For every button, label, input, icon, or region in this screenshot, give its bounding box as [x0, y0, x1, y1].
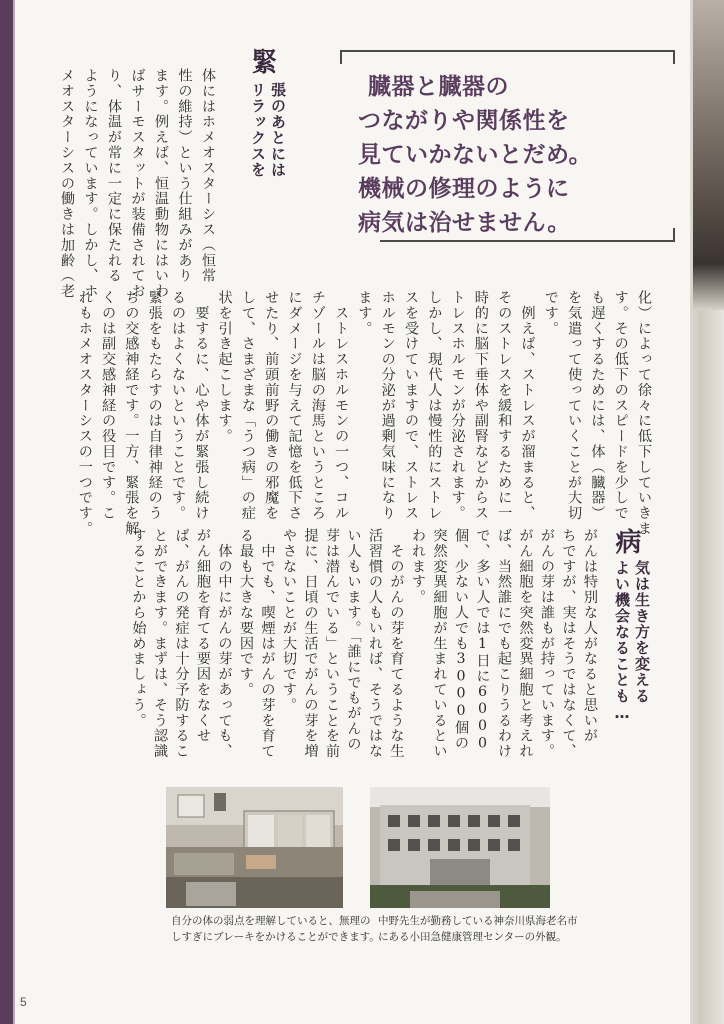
text-column: れもホメオスターシスの一つです。 — [76, 290, 93, 537]
text-column: い人もいます。「誰にでもがんの — [345, 528, 362, 752]
text-column: とができます。まずは、そう認識 — [152, 528, 168, 759]
text-column: がん細胞を突然変異細胞と考えれ — [517, 528, 534, 759]
text-column: 緊張をもたらすのは自律神経のう — [146, 290, 163, 521]
binding-spine — [0, 0, 13, 1024]
text-column: 時的に脳下垂体や副腎などからス — [472, 290, 489, 521]
section-heading-initial: 緊 — [247, 48, 277, 74]
text-column: を気遣って使っていくことが大切 — [566, 290, 583, 521]
text-column: ます。例えば、恒温動物にはいわ — [153, 68, 169, 299]
text-column: そのがんの芽を育てるような生 — [388, 528, 405, 759]
photo-caption-right-line: 中野先生が勤務している神奈川県海老名市 — [378, 915, 578, 927]
text-column: 突然変異細胞が生まれているとい — [431, 528, 448, 759]
pull-quote-line: 臓器と臓器の — [368, 74, 509, 100]
text-column: ます。 — [356, 290, 373, 337]
text-column: 体にはホメオスターシス（恒常 — [200, 68, 216, 284]
text-column: 化）によって徐々に低下していきま — [636, 290, 652, 537]
text-column: せたり、前頭前野の働きの邪魔を — [263, 290, 280, 521]
text-column: がんの芽は誰もが持っています。 — [539, 528, 555, 759]
text-column: して、さまざまな「うつ病」の症 — [239, 290, 256, 521]
section-heading-line: よい機会なることも… — [613, 560, 631, 723]
text-column: 体の中にがんの芽があっても、 — [216, 528, 233, 759]
facing-page-photo — [693, 0, 724, 310]
text-column: す。その低下のスピードを少しで — [612, 290, 629, 521]
text-column: ホルモンの分泌が過剰気味になり — [379, 290, 396, 521]
text-column: ようになっています。しかし、ホ — [82, 68, 99, 299]
text-column: しかし、現代人は慢性的にストレ — [426, 290, 443, 521]
photo-caption-right-line: にある小田急健康管理センターの外観。 — [378, 931, 567, 943]
section-heading-line: 気は生き方を変える — [633, 560, 651, 704]
section-heading-line: 張のあとには — [269, 82, 287, 178]
text-column: 個、少ない人でも3000個の — [453, 528, 469, 751]
text-column: がんは特別な人がなると思いが — [582, 528, 598, 744]
text-column: がん細胞を育てる要因をなくせ — [195, 528, 211, 744]
text-column: 中でも、喫煙はがんの芽を育て — [259, 528, 276, 759]
section-heading-line: リラックスを — [249, 82, 267, 178]
text-column: にダメージを与えて記憶を低下さ — [286, 290, 303, 521]
text-column: る最も大きな要因です。 — [238, 528, 254, 698]
photo-caption-left-line: 自分の体の弱点を理解していると、無理の — [171, 915, 371, 927]
text-column: ストレスホルモンの一つ、コル — [333, 290, 350, 521]
text-column: で、多い人では1日に6000 — [474, 528, 491, 753]
text-column: やさないことが大切です。 — [281, 528, 297, 713]
text-column: も遅くするためには、体（臓器） — [589, 290, 606, 521]
text-column: 芽は潜んでいる」ということを前 — [324, 528, 340, 759]
text-column: 例えば、ストレスが溜まると、 — [519, 290, 536, 521]
pull-quote-box — [340, 50, 675, 242]
text-column: メオスターシスの働きは加齢（老 — [59, 68, 75, 299]
page-number: 5 — [20, 995, 27, 1009]
text-column: することから始めましょう。 — [130, 528, 147, 729]
text-column: チゾールは脳の海馬というところ — [309, 290, 326, 521]
text-column: くのは副交感神経の役目です。こ — [100, 290, 117, 521]
text-column: ちの交感神経です。一方、緊張を解 — [123, 290, 140, 537]
text-column: ばサーモスタットが装備されてお — [129, 68, 146, 299]
text-column: です。 — [542, 290, 559, 337]
text-column: るのはよくないということです。 — [170, 290, 186, 521]
pull-quote-line: 病気は治せません。 — [358, 210, 571, 236]
text-column: スを受けていますので、ストレス — [403, 290, 419, 521]
text-column: トレスホルモンが分泌されます。 — [449, 290, 466, 521]
text-column: 性の維持）という仕組みがあり — [176, 68, 193, 284]
text-column: ば、がんの発症は十分予防するこ — [173, 528, 190, 759]
text-column: 要するに、心や体が緊張し続け — [193, 290, 210, 521]
text-column: 提に、日頃の生活でがんの芽を増 — [302, 528, 319, 759]
pull-quote-line: 見ていかないとだめ。 — [358, 142, 593, 168]
text-column: われます。 — [410, 528, 426, 605]
text-column: り、体温が常に一定に保たれる — [106, 68, 122, 284]
text-column: ば、当然誰にでも起こりうるわけ — [496, 528, 512, 759]
pull-quote-line: 機械の修理のように — [358, 176, 570, 202]
pull-quote-line: つながりや関係性を — [358, 108, 570, 134]
text-column: 状を引き起こします。 — [216, 290, 233, 444]
photo-caption-left-line: しすぎにブレーキをかけることができます。 — [171, 931, 380, 943]
reception-photo — [166, 787, 343, 908]
text-column: そのストレスを緩和するために一 — [496, 290, 513, 521]
section-heading-initial: 病 — [611, 528, 641, 554]
text-column: 活習慣の人もいれば、そうではな — [367, 528, 383, 759]
building-photo — [370, 787, 550, 908]
text-column: ちですが、実はそうではなくて、 — [560, 528, 577, 759]
